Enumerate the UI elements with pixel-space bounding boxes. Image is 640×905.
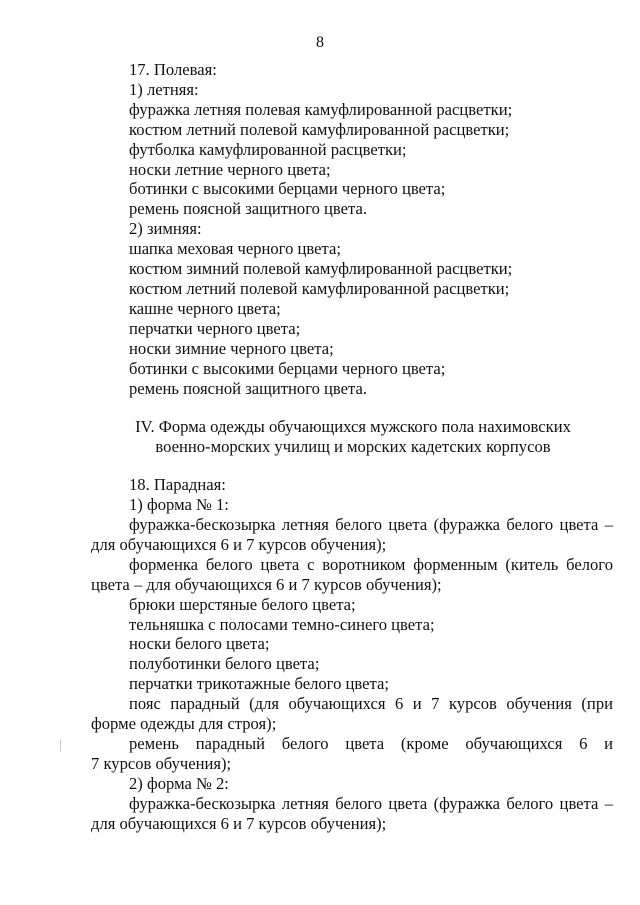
list-item-continuation: 7 курсов обучения); — [91, 753, 232, 773]
list-item: костюм зимний полевой камуфлированной расцветки; — [129, 259, 513, 279]
section-title-field: 17. Полевая: — [129, 60, 217, 79]
list-item-line: форменка белого цвета с воротником форменным (китель белого — [129, 554, 613, 574]
list-item: костюм летний полевой камуфлированной расцветки; — [129, 278, 510, 298]
list-item-continuation: для обучающихся 6 и 7 курсов обучения); — [91, 534, 387, 554]
list-item: футболка камуфлированной расцветки; — [129, 139, 407, 159]
list-item-line: ремень парадный белого цвета (кроме обучающихся 6 и — [129, 734, 613, 753]
list-item — [91, 694, 613, 714]
list-item: кашне черного цвета; — [129, 298, 281, 318]
list-item: носки белого цвета; — [129, 634, 270, 654]
subsection-form-2: 2) форма № 2: — [129, 773, 229, 793]
list-item-line: фуражка-бескозырка летняя белого цвета (фуражка белого цвета – — [129, 515, 613, 535]
subsection-summer: 1) летняя: — [129, 79, 199, 99]
list-item: ремень поясной защитного цвета. — [129, 199, 367, 219]
list-item-continuation: форме одежды для строя); — [91, 714, 277, 734]
list-item — [91, 555, 613, 575]
list-item — [91, 734, 613, 754]
subsection-winter: 2) зимняя: — [129, 219, 202, 239]
list-item-line: фуражка-бескозырка летняя белого цвета (фуражка белого цвета – — [129, 793, 613, 813]
list-item: брюки шерстяные белого цвета; — [129, 594, 356, 614]
list-item: фуражка летняя полевая камуфлированной расцветки; — [129, 99, 513, 119]
subsection-form-1: 1) форма № 1: — [129, 495, 229, 515]
list-item: ботинки с высокими берцами черного цвета; — [129, 358, 446, 378]
list-item: ремень поясной защитного цвета. — [129, 378, 367, 398]
list-item: полуботинки белого цвета; — [129, 654, 320, 674]
list-item: перчатки трикотажные белого цвета; — [129, 674, 389, 694]
chapter-heading-line-1: IV. Форма одежды обучающихся мужского пола нахимовских — [135, 417, 571, 437]
list-item: тельняшка с полосами темно-синего цвета; — [129, 614, 435, 634]
list-item-continuation: цвета – для обучающихся 6 и 7 курсов обучения); — [91, 574, 442, 594]
chapter-heading-line-2: военно-морских училищ и морских кадетских корпусов — [155, 437, 551, 457]
list-item-continuation: для обучающихся 6 и 7 курсов обучения); — [91, 813, 387, 833]
list-item: шапка меховая черного цвета; — [129, 239, 341, 259]
list-item: костюм летний полевой камуфлированной расцветки; — [129, 119, 510, 139]
document-body — [91, 60, 613, 834]
page-number: 8 — [316, 34, 324, 51]
scan-artifact — [60, 740, 61, 752]
list-item — [91, 515, 613, 535]
list-item — [91, 794, 613, 814]
list-item-line: пояс парадный (для обучающихся 6 и 7 курсов обучения (при — [129, 694, 613, 714]
list-item: носки летние черного цвета; — [129, 159, 331, 179]
list-item: перчатки черного цвета; — [129, 318, 301, 338]
list-item: носки зимние черного цвета; — [129, 338, 334, 358]
section-title-parade: 18. Парадная: — [129, 475, 226, 495]
list-item: ботинки с высокими берцами черного цвета; — [129, 179, 446, 199]
